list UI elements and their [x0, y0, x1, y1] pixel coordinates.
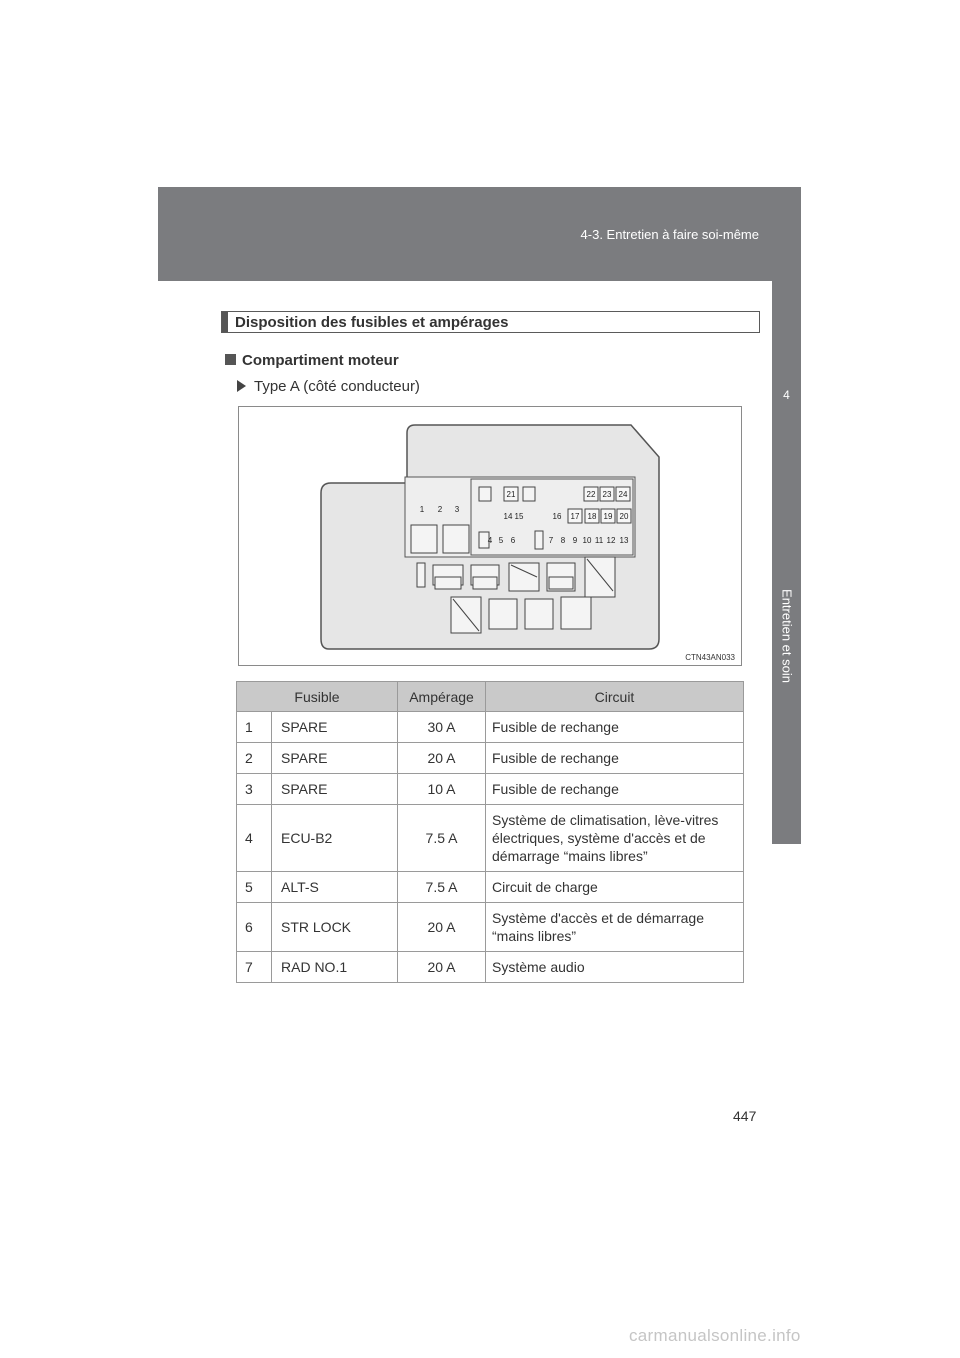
- fuse-label-15: 15: [514, 512, 524, 521]
- fuse-number: 2: [237, 743, 272, 774]
- relay-block: [549, 577, 573, 589]
- fuse-name: SPARE: [272, 774, 398, 805]
- fuse-label-20: 20: [619, 512, 629, 521]
- fuse-table: [236, 681, 744, 983]
- fuse-label-12: 12: [606, 536, 616, 545]
- fuse-number: 1: [237, 712, 272, 743]
- fuse-name: SPARE: [272, 743, 398, 774]
- table-row: [237, 952, 744, 983]
- fuse-amperage: 10 A: [398, 774, 486, 805]
- fuse-label-1: 1: [419, 505, 425, 514]
- header-fuse: Fusible: [237, 682, 398, 712]
- fuse-box-diagram: [238, 406, 742, 666]
- fuse-slot: [523, 487, 535, 501]
- fuse-label-9: 9: [572, 536, 578, 545]
- fuse-circuit: Système d'accès et de démarrage “mains libres”: [486, 903, 744, 952]
- fuse-circuit: Fusible de rechange: [486, 743, 744, 774]
- fuse-circuit: Circuit de charge: [486, 872, 744, 903]
- fuse-circuit: Système audio: [486, 952, 744, 983]
- header-amperage: Ampérage: [398, 682, 486, 712]
- fuse-label-17: 17: [570, 512, 580, 521]
- page-number: 447: [733, 1108, 757, 1124]
- fuse-amperage: 20 A: [398, 743, 486, 774]
- fuse-number: 7: [237, 952, 272, 983]
- section-title-bar: [222, 312, 228, 332]
- fuse-label-11: 11: [594, 536, 604, 545]
- fuse-label-21: 21: [506, 490, 516, 499]
- fuse-name: RAD NO.1: [272, 952, 398, 983]
- fuse-number: 3: [237, 774, 272, 805]
- fuse-amperage: 30 A: [398, 712, 486, 743]
- table-header-row: [237, 682, 744, 712]
- fuse-name: ECU-B2: [272, 805, 398, 872]
- chapter-side-tab: [772, 281, 801, 844]
- subheading: [225, 352, 399, 369]
- relay-block: [411, 525, 437, 553]
- fuse-name: SPARE: [272, 712, 398, 743]
- fuse-label-16: 16: [552, 512, 562, 521]
- fuse-label-24: 24: [618, 490, 628, 499]
- diagram-code: CTN43AN033: [685, 653, 735, 662]
- small-connector: [417, 563, 425, 587]
- fuse-label-10: 10: [582, 536, 592, 545]
- fuse-label-4: 4: [487, 536, 493, 545]
- header-circuit: Circuit: [486, 682, 744, 712]
- header-band: [158, 187, 801, 281]
- table-row: [237, 872, 744, 903]
- fuse-amperage: 7.5 A: [398, 872, 486, 903]
- fuse-number: 5: [237, 872, 272, 903]
- fuse-label-2: 2: [437, 505, 443, 514]
- table-row: [237, 774, 744, 805]
- header-section-title: 4-3. Entretien à faire soi-même: [580, 227, 759, 242]
- relay-block: [585, 557, 615, 597]
- fuse-label-19: 19: [603, 512, 613, 521]
- table-row: [237, 903, 744, 952]
- type-line: [237, 378, 420, 395]
- fuse-label-6: 6: [510, 536, 516, 545]
- fuse-label-7: 7: [548, 536, 554, 545]
- relay-block: [509, 563, 539, 591]
- fuse-circuit: Fusible de rechange: [486, 774, 744, 805]
- table-row: [237, 805, 744, 872]
- fuse-circuit: Fusible de rechange: [486, 712, 744, 743]
- fuse-label-3: 3: [454, 505, 460, 514]
- fuse-circuit: Système de climatisation, lève-vitres électriques, système d'accès et de démarrage “mains libres”: [486, 805, 744, 872]
- type-line-text: Type A (côté conducteur): [254, 378, 420, 395]
- fuse-label-13: 13: [619, 536, 629, 545]
- fuse-number: 6: [237, 903, 272, 952]
- chapter-label: Entretien et soin: [779, 589, 794, 683]
- fuse-label-23: 23: [602, 490, 612, 499]
- fuse-label-14: 14: [503, 512, 513, 521]
- fuse-label-5: 5: [498, 536, 504, 545]
- fuse-number: 4: [237, 805, 272, 872]
- relay-block: [489, 599, 517, 629]
- fuse-amperage: 20 A: [398, 952, 486, 983]
- relay-block: [473, 577, 497, 589]
- chapter-number: 4: [783, 388, 790, 402]
- section-title-box: [221, 311, 760, 333]
- fuse-slot: [535, 531, 543, 549]
- relay-block: [525, 599, 553, 629]
- fuse-label-18: 18: [587, 512, 597, 521]
- table-row: [237, 712, 744, 743]
- relay-block: [561, 597, 591, 629]
- fuse-name: ALT-S: [272, 872, 398, 903]
- fuse-box-drawing: [239, 407, 741, 665]
- fuse-slot: [479, 487, 491, 501]
- fuse-label-22: 22: [586, 490, 596, 499]
- fuse-amperage: 7.5 A: [398, 805, 486, 872]
- triangle-bullet-icon: [237, 380, 246, 392]
- table-row: [237, 743, 744, 774]
- subheading-text: Compartiment moteur: [242, 352, 399, 369]
- relay-block: [443, 525, 469, 553]
- relay-block: [435, 577, 461, 589]
- fuse-amperage: 20 A: [398, 903, 486, 952]
- fuse-label-8: 8: [560, 536, 566, 545]
- section-title: Disposition des fusibles et ampérages: [235, 314, 509, 331]
- fuse-name: STR LOCK: [272, 903, 398, 952]
- watermark: carmanualsonline.info: [629, 1326, 801, 1345]
- square-bullet-icon: [225, 354, 236, 365]
